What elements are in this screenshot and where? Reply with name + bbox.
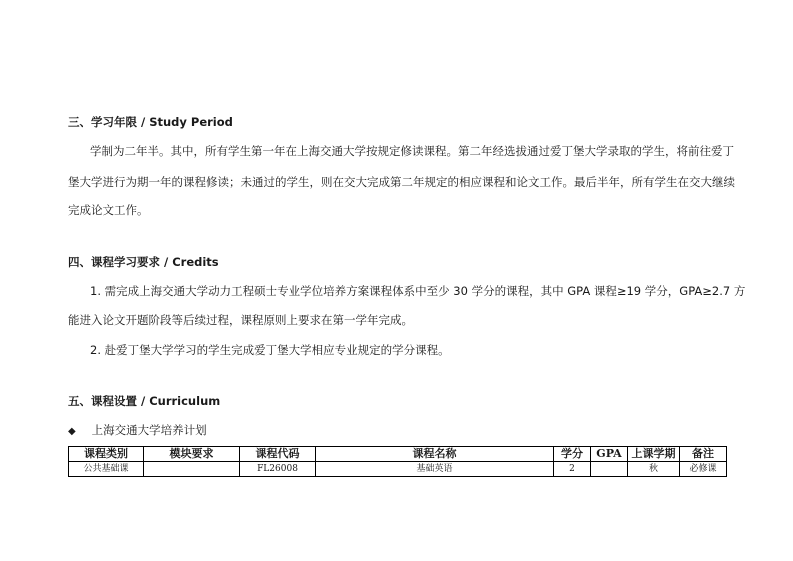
table-cell: 秋 — [628, 462, 680, 477]
column-header: 课程名称 — [316, 447, 554, 462]
column-header: 学分 — [554, 447, 591, 462]
diamond-bullet-icon: ◆ — [68, 426, 76, 437]
column-header: 模块要求 — [144, 447, 240, 462]
column-header: GPA — [591, 447, 628, 462]
table-cell — [591, 462, 628, 477]
section-4-item-2: 2. 赴爱丁堡大学学习的学生完成爱丁堡大学相应专业规定的学分课程。 — [90, 343, 450, 357]
table-cell: 必修课 — [680, 462, 727, 477]
curriculum-subheading-label: 上海交通大学培养计划 — [91, 423, 207, 437]
column-header: 备注 — [680, 447, 727, 462]
column-header: 上课学期 — [628, 447, 680, 462]
section-3-paragraph-line-3: 完成论文工作。 — [68, 203, 149, 217]
table-cell: 基础英语 — [316, 462, 554, 477]
curriculum-table — [68, 446, 727, 477]
column-header: 课程代码 — [240, 447, 316, 462]
table-cell — [144, 462, 240, 477]
section-4-heading: 四、课程学习要求 / Credits — [68, 255, 219, 269]
section-3-paragraph-line-1: 学制为二年半。其中，所有学生第一年在上海交通大学按规定修读课程。第二年经选拔通过爱丁堡大学录取的学生，将前往爱丁 — [90, 144, 734, 158]
section-3-paragraph-line-2: 堡大学进行为期一年的课程修读；未通过的学生，则在交大完成第二年规定的相应课程和论文工作。最后半年，所有学生在交大继续 — [68, 175, 735, 189]
table-header-row — [69, 447, 727, 462]
table-cell: FL26008 — [240, 462, 316, 477]
section-5-heading: 五、课程设置 / Curriculum — [68, 394, 221, 408]
column-header: 课程类别 — [69, 447, 144, 462]
section-4-item-1-line-1: 1. 需完成上海交通大学动力工程硕士专业学位培养方案课程体系中至少 30 学分的课程，其中 GPA 课程≥19 学分，GPA≥2.7 方 — [90, 284, 746, 298]
table-cell: 公共基础课 — [69, 462, 144, 477]
section-3-heading: 三、学习年限 / Study Period — [68, 115, 233, 129]
table-row — [69, 462, 727, 477]
curriculum-subheading — [68, 422, 207, 440]
table-cell: 2 — [554, 462, 591, 477]
section-4-item-1-line-2: 能进入论文开题阶段等后续过程，课程原则上要求在第一学年完成。 — [68, 313, 413, 327]
